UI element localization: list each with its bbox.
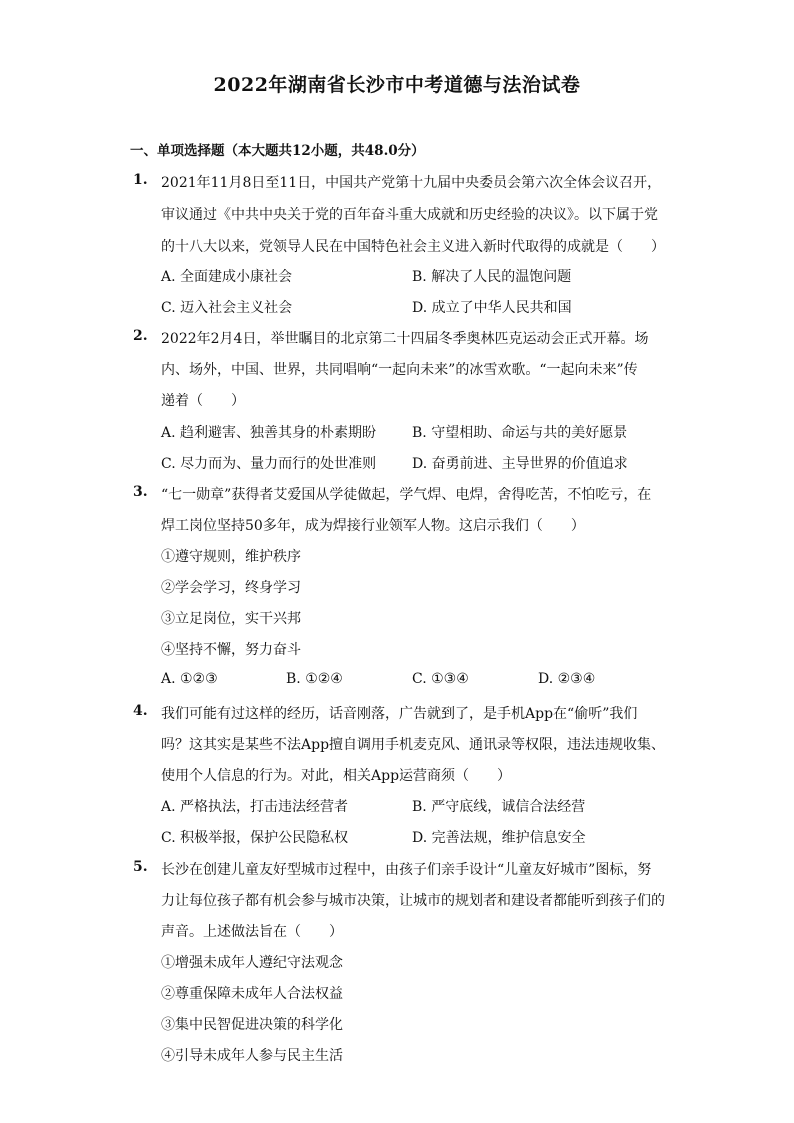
question-text-line: 吗？这其实是某些不法App擅自调用手机麦克风、通讯录等权限，违法违规收集、 (161, 737, 666, 753)
question-text-line: “七一勋章”获得者艾爱国从学徒做起，学气焊、电焊，舍得吃苦，不怕吃亏，在 (161, 487, 652, 503)
question-text-line: 递着（ ） (161, 393, 245, 409)
option-c: C. 尽力而为、量力而行的处世准则 (161, 456, 377, 472)
statement-item: ①遵守规则，维护秩序 (161, 549, 301, 565)
option-c: C. ①③④ (412, 671, 469, 687)
option-b: B. 严守底线，诚信合法经营 (412, 799, 586, 815)
question-text-line: 我们可能有过这样的经历，话音刚落，广告就到了，是手机App在“偷听”我们 (161, 706, 638, 722)
page-title: 2022年湖南省长沙市中考道德与法治试卷 (213, 74, 581, 96)
statement-item: ④坚持不懈，努力奋斗 (161, 642, 301, 658)
question-text-line: 力让每位孩子都有机会参与城市决策，让城市的规划者和建设者都能听到孩子们的 (161, 893, 665, 909)
option-c: C. 积极举报，保护公民隐私权 (161, 830, 349, 846)
option-a: A. 严格执法，打击违法经营者 (161, 799, 349, 815)
question-text-line: 的十八大以来，党领导人民在中国特色社会主义进入新时代取得的成就是（ ） (161, 239, 665, 255)
statement-item: ④引导未成年人参与民主生活 (161, 1048, 343, 1064)
question-text-line: 长沙在创建儿童友好型城市过程中，由孩子们亲手设计“儿童友好城市”图标，努 (161, 862, 652, 878)
section-heading: 一、单项选择题（本大题共12小题，共48.0分） (130, 143, 425, 159)
question-text-line: 审议通过《中共中央关于党的百年奋斗重大成就和历史经验的决议》。以下属于党 (161, 207, 658, 223)
question-number: 3. (133, 484, 148, 500)
question-text-line: 2021年11月8日至11日，中国共产党第十九届中央委员会第六次全体会议召开， (161, 175, 662, 191)
statement-item: ②学会学习，终身学习 (161, 580, 301, 596)
statement-item: ③集中民智促进决策的科学化 (161, 1017, 343, 1033)
question-number: 1. (133, 172, 148, 188)
statement-item: ③立足岗位，实干兴邦 (161, 611, 301, 627)
statement-item: ②尊重保障未成年人合法权益 (161, 986, 343, 1002)
option-b: B. 解决了人民的温饱问题 (412, 269, 572, 285)
option-d: D. 完善法规，维护信息安全 (412, 830, 586, 846)
option-b: B. 守望相助、命运与共的美好愿景 (412, 425, 628, 441)
question-text-line: 2022年2月4日，举世瞩目的北京第二十四届冬季奥林匹克运动会正式开幕。场 (161, 331, 649, 347)
statement-item: ①增强未成年人遵纪守法观念 (161, 955, 343, 971)
option-b: B. ①②④ (286, 671, 343, 687)
option-d: D. ②③④ (538, 671, 596, 687)
question-number: 2. (133, 328, 148, 344)
question-text-line: 焊工岗位坚持50多年，成为焊接行业领军人物。这启示我们（ ） (161, 518, 585, 534)
option-d: D. 奋勇前进、主导世界的价值追求 (412, 456, 628, 472)
question-text-line: 使用个人信息的行为。对此，相关App运营商须（ ） (161, 768, 512, 784)
option-a: A. 趋利避害、独善其身的朴素期盼 (161, 425, 377, 441)
option-d: D. 成立了中华人民共和国 (412, 300, 572, 316)
option-c: C. 迈入社会主义社会 (161, 300, 293, 316)
question-text-line: 声音。上述做法旨在（ ） (161, 924, 343, 940)
option-a: A. 全面建成小康社会 (161, 269, 293, 285)
question-number: 4. (133, 703, 148, 719)
question-text-line: 内、场外，中国、世界，共同唱响“一起向未来”的冰雪欢歌。“一起向未来”传 (161, 362, 638, 378)
option-a: A. ①②③ (161, 671, 218, 687)
question-number: 5. (133, 859, 148, 875)
